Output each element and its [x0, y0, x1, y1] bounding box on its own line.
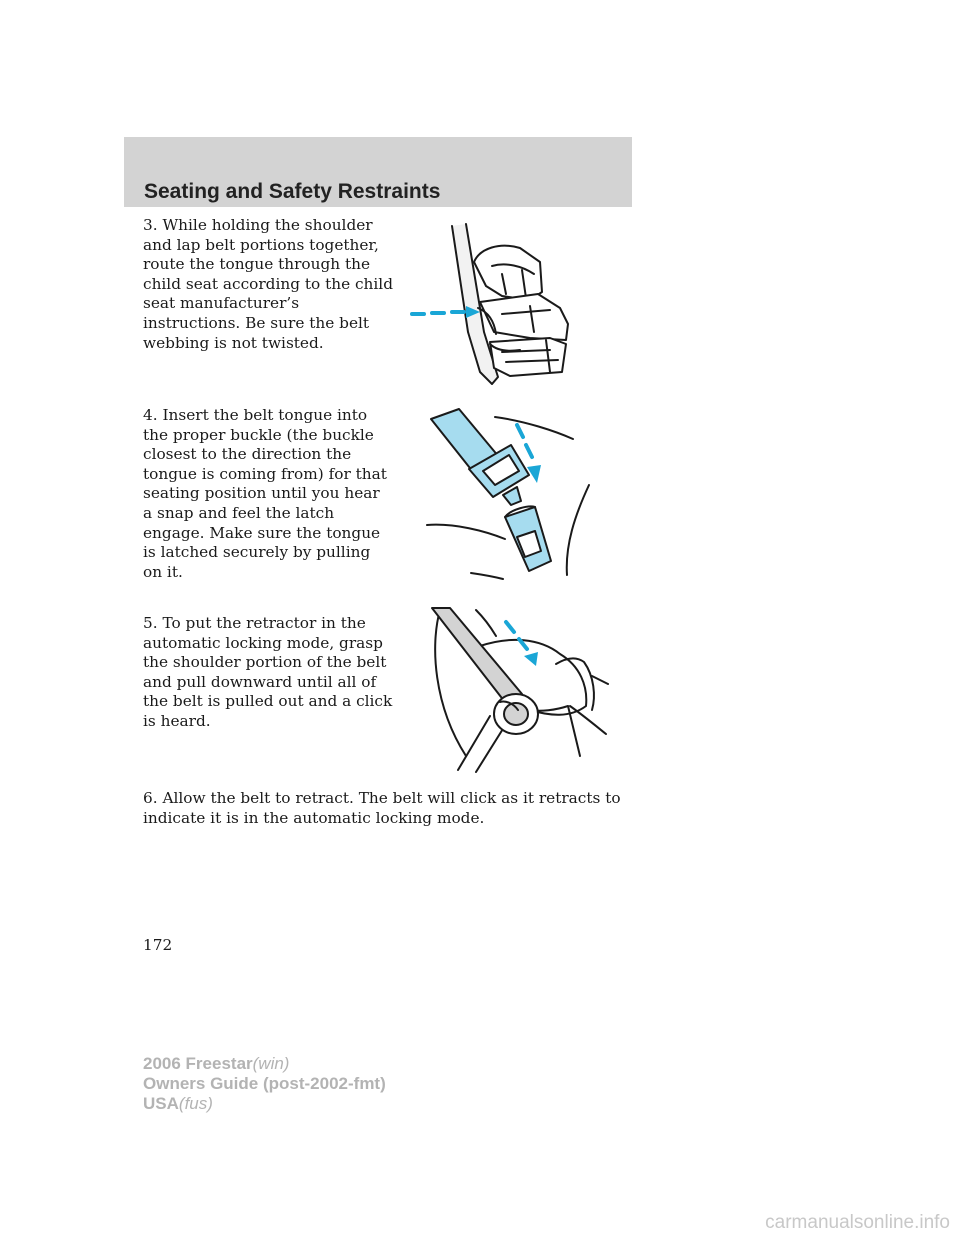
footer-model-code: (win): [252, 1054, 290, 1073]
shoulder-belt-pull-icon: [420, 606, 610, 774]
footer-market: USA: [143, 1094, 179, 1113]
document-footer: [143, 1054, 386, 1114]
step-6-text: 6. Allow the belt to retract. The belt will click as it retracts to indicate it is in the automatic locking mode.: [143, 789, 621, 827]
belt-buckle-insert-icon: [425, 405, 605, 585]
child-seat-routing-icon: [410, 222, 580, 390]
footer-market-code: (fus): [178, 1094, 213, 1113]
step-5-text: 5. To put the retractor in the automatic locking mode, grasp the shoulder portion of the belt and pull downward until all of the belt is pulled out and a click is heard.: [143, 614, 393, 730]
section-title: Seating and Safety Restraints: [144, 180, 441, 203]
step-3-text: 3. While holding the shoulder and lap belt portions together, route the tongue through the child seat according to the child seat manufacturer’s instructions. Be sure the belt webbing is not twisted.: [143, 216, 393, 352]
footer-model: 2006 Freestar: [143, 1054, 253, 1073]
footer-line-3: [143, 1094, 386, 1114]
footer-line-2: Owners Guide (post-2002-fmt): [143, 1074, 386, 1093]
watermark: carmanualsonline.info: [765, 1212, 950, 1233]
step-4-text: 4. Insert the belt tongue into the proper buckle (the buckle closest to the direction the tongue is coming from) for that seating position until you hear a snap and feel the latch engage. Make sure the tongue is latched securely by pulling on it.: [143, 406, 387, 581]
page-number: 172: [143, 936, 173, 954]
section-header: [124, 137, 632, 207]
footer-line-1: [143, 1054, 386, 1074]
